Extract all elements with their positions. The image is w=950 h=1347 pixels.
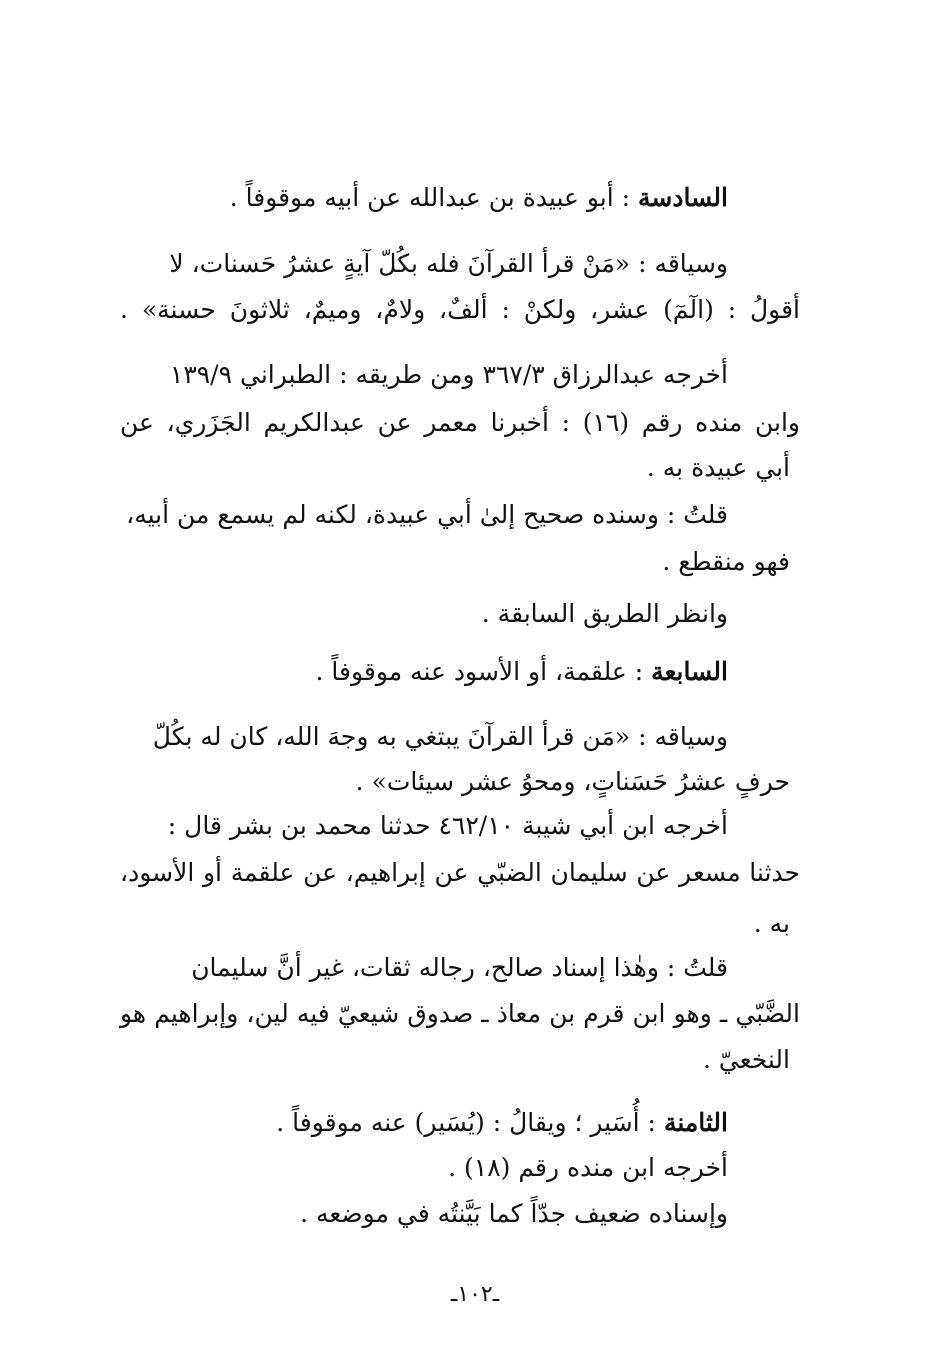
section-heading-text: : أُسَير ؛ ويقالُ : (يُسَير) عنه موقوفاً . (276, 1108, 664, 1137)
text-line: فهو منقطع . (662, 547, 790, 576)
text-line: وسياقه : «مَنْ قرأ القرآنَ فله بكُلّ آيةٍ عشرُ حَسنات، لا (169, 249, 728, 278)
text-line: حدثنا مسعر عن سليمان الضبّي عن إبراهيم، عن علقمة أو الأسود، (120, 858, 800, 887)
text-line: وسياقه : «مَن قرأ القرآنَ يبتغي به وجهَ الله، كان له بكُلّ (152, 722, 728, 751)
section-label: السادسة (638, 183, 728, 212)
text-line: وابن منده رقم (١٦) : أخبرنا معمر عن عبدالكريم الجَزَري، عن (120, 408, 800, 437)
page-number: ـ١٠٢ـ (450, 1282, 500, 1307)
text-line: أبي عبيدة به . (646, 453, 790, 482)
text-line: به . (753, 909, 790, 938)
section-heading-text: : علقمة، أو الأسود عنه موقوفاً . (315, 657, 652, 686)
text-line: وانظر الطريق السابقة . (481, 599, 728, 628)
text-line: أخرجه عبدالرزاق ٣٦٧/٣ ومن طريقه : الطبراني ١٣٩/٩ (169, 360, 728, 389)
section-label: الثامنة (663, 1108, 728, 1137)
text-line: وإسناده ضعيف جدّاً كما بَيَّنتُه في موضعه . (300, 1199, 728, 1228)
section-label: السابعة (651, 657, 728, 686)
text-line: أخرجه ابن منده رقم (١٨) . (448, 1153, 728, 1182)
section-sixth-heading (120, 178, 728, 218)
section-heading-text: : أبو عبيدة بن عبدالله عن أبيه موقوفاً . (229, 183, 639, 212)
section-eighth-heading (120, 1103, 728, 1143)
text-line: قلتُ : وسنده صحيح إلىٰ أبي عبيدة، لكنه لم يسمع من أبيه، (126, 500, 728, 529)
section-seventh-heading (120, 652, 728, 692)
text-line: أقولُ : (الٓمٓ) عشر، ولكنْ : ألفٌ، ولامٌ، وميمٌ، ثلاثونَ حسنة» . (120, 295, 800, 324)
text-line: قلتُ : وهٰذا إسناد صالح، رجاله ثقات، غير أنَّ سليمان (191, 953, 728, 982)
text-line: حرفٍ عشرُ حَسَناتٍ، ومحوُ عشر سيئات» . (355, 767, 790, 796)
text-line: الضَّبّي ـ وهو ابن قرم بن معاذ ـ صدوق شيعيّ فيه لين، وإبراهيم هو (120, 999, 800, 1028)
text-line: النخعيّ . (702, 1045, 790, 1074)
text-line: أخرجه ابن أبي شيبة ٤٦٢/١٠ حدثنا محمد بن بشر قال : (167, 811, 728, 840)
